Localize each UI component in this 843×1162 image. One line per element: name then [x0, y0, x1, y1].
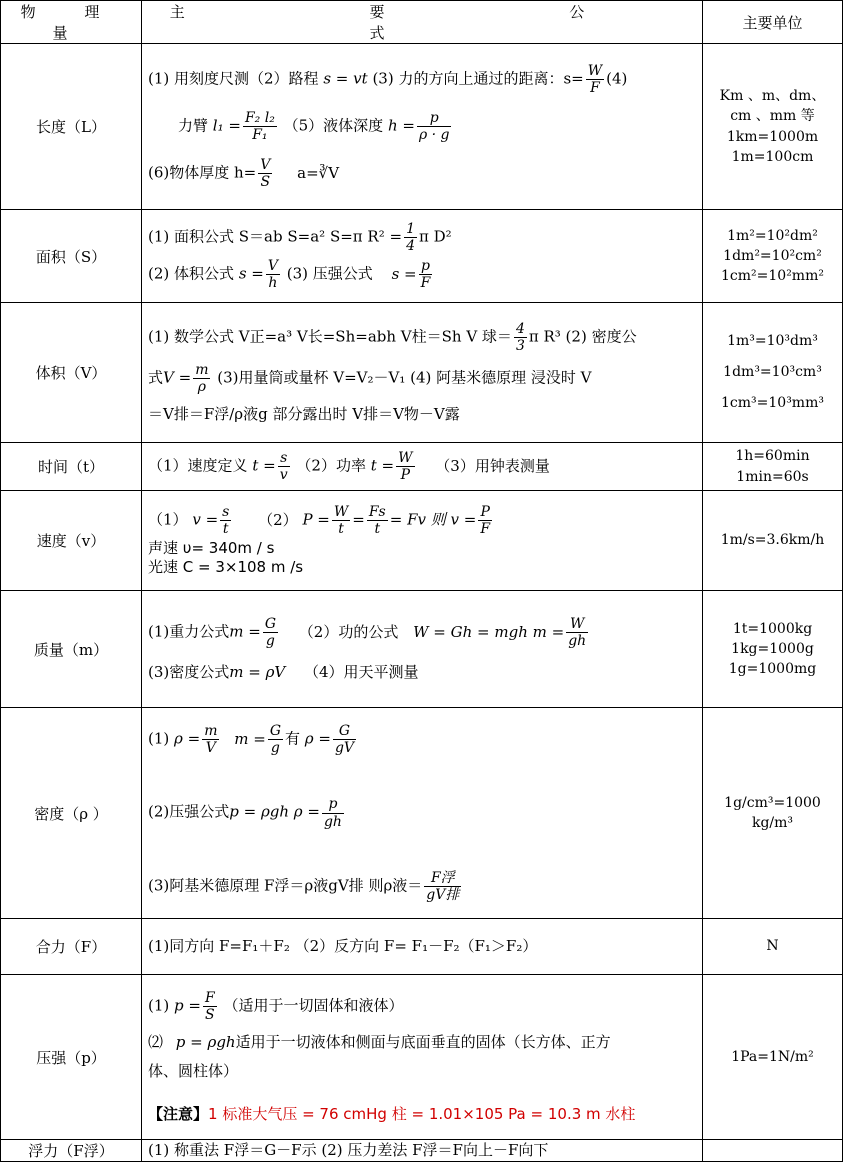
units-density: 1g/cm³=1000 kg/m³	[703, 708, 843, 919]
units-mass: 1t=1000kg 1kg=1000g 1g=1000mg	[703, 591, 843, 708]
quantity-time: 时间（t）	[1, 443, 142, 491]
quantity-resultant: 合力（F）	[1, 919, 142, 975]
note-text: 1 标准大气压 = 76 cmHg 柱 = 1.01×105 Pa = 10.3 m 水柱	[208, 1104, 636, 1123]
quantity-mass: 质量（m）	[1, 591, 142, 708]
header-row	[1, 1, 843, 44]
quantity-length: 长度（L）	[1, 44, 142, 210]
header-unit: 主要单位	[703, 1, 843, 44]
units-volume: 1m³=10³dm³ 1dm³=10³cm³ 1cm³=10³mm³	[703, 303, 843, 443]
quantity-buoyancy: 浮力（F浮）	[1, 1140, 142, 1162]
row-pressure	[1, 975, 843, 1140]
header-quantity: 物 理 量	[1, 1, 142, 44]
row-length	[1, 44, 843, 210]
formulas-density: (1) ρ = $\frac{m}{V}$ m = $\frac{G}{g}$ 有 ρ = $\frac{G}{gV}$ (2)压强公式p = ρgh ρ = $\frac{p}{gh}$ (3)阿基米德原理 F浮＝ρ液gV排 则ρ液＝ $\frac{\text{F浮}}{\text{gV排}}$	[142, 708, 703, 919]
formulas-speed: （1） v = $\frac{s}{t}$ （2） P = $\frac{W}{t}$ = $\frac{Fs}{t}$ = Fv 则 v = $\frac{P}{F}$ 声速 υ= 340m / s 光速 C = 3×108 m /s	[142, 491, 703, 591]
row-buoyancy	[1, 1140, 843, 1162]
row-mass	[1, 591, 843, 708]
formulas-length: (1) 用刻度尺测（2）路程 s = vt (3) 力的方向上通过的距离：s= $\frac{W}{F}$ (4) 力臂 l₁ = $\frac{\text{F₂ l₂}}{\text{F₁}}$ （5）液体深度 h = $\frac{p}{\rho \cdot g}$ (6)物体厚度 h= $\frac{V}{S}$ a=∛V	[142, 44, 703, 210]
row-volume	[1, 303, 843, 443]
formulas-pressure: (1) p = $\frac{F}{S}$ （适用于一切固体和液体） ⑵ p = ρgh适用于一切液体和侧面与底面垂直的固体（长方体、正方 体、圆柱体） 【注意】1 标准大气压 = 76 cmHg 柱 = 1.01×105 Pa = 10.3 m 水柱	[142, 975, 703, 1140]
units-length: Km 、m、dm、 cm 、mm 等 1km=1000m 1m=100cm	[703, 44, 843, 210]
row-resultant	[1, 919, 843, 975]
row-density	[1, 708, 843, 919]
units-pressure: 1Pa=1N/m²	[703, 975, 843, 1140]
formulas-resultant: (1)同方向 F=F₁＋F₂ （2）反方向 F= F₁－F₂（F₁＞F₂）	[142, 919, 703, 975]
formulas-area: (1) 面积公式 S＝ab S=a² S=π R² = $\frac{1}{4}$ π D² (2) 体积公式 s = $\frac{V}{h}$ (3) 压强公式 s = $\frac{p}{F}$	[142, 210, 703, 303]
units-area: 1m²=10²dm² 1dm²=10²cm² 1cm²=10²mm²	[703, 210, 843, 303]
quantity-volume: 体积（V）	[1, 303, 142, 443]
row-speed	[1, 491, 843, 591]
formulas-buoyancy: (1) 称重法 F浮＝G－F示 (2) 压力差法 F浮＝F向上－F向下	[142, 1140, 703, 1162]
units-time: 1h=60min 1min=60s	[703, 443, 843, 491]
units-buoyancy	[703, 1140, 843, 1162]
quantity-pressure: 压强（p）	[1, 975, 142, 1140]
formulas-mass: (1)重力公式m = $\frac{G}{g}$ （2）功的公式 W = Gh = mgh m = $\frac{W}{gh}$ (3)密度公式m = ρV （4）用天平测量	[142, 591, 703, 708]
formulas-time: （1）速度定义 t = $\frac{s}{v}$ （2）功率 t = $\frac{W}{P}$ （3）用钟表测量	[142, 443, 703, 491]
units-resultant: N	[703, 919, 843, 975]
row-area	[1, 210, 843, 303]
header-formula: 主 要 公 式	[142, 1, 703, 44]
formulas-volume: (1) 数学公式 V正=a³ V长=Sh=abh V柱＝Sh V 球＝ $\frac{4}{3}$ π R³ (2) 密度公 式V = $\frac{m}{\rho}$ (3)用量筒或量杯 V=V₂－V₁ (4) 阿基米德原理 浸没时 V ＝V排＝F浮/ρ液g 部分露出时 V排＝V物－V露	[142, 303, 703, 443]
quantity-density: 密度（ρ ）	[1, 708, 142, 919]
units-speed: 1m/s=3.6km/h	[703, 491, 843, 591]
quantity-speed: 速度（v）	[1, 491, 142, 591]
row-time	[1, 443, 843, 491]
quantity-area: 面积（S）	[1, 210, 142, 303]
note-label: 【注意】	[148, 1104, 209, 1123]
